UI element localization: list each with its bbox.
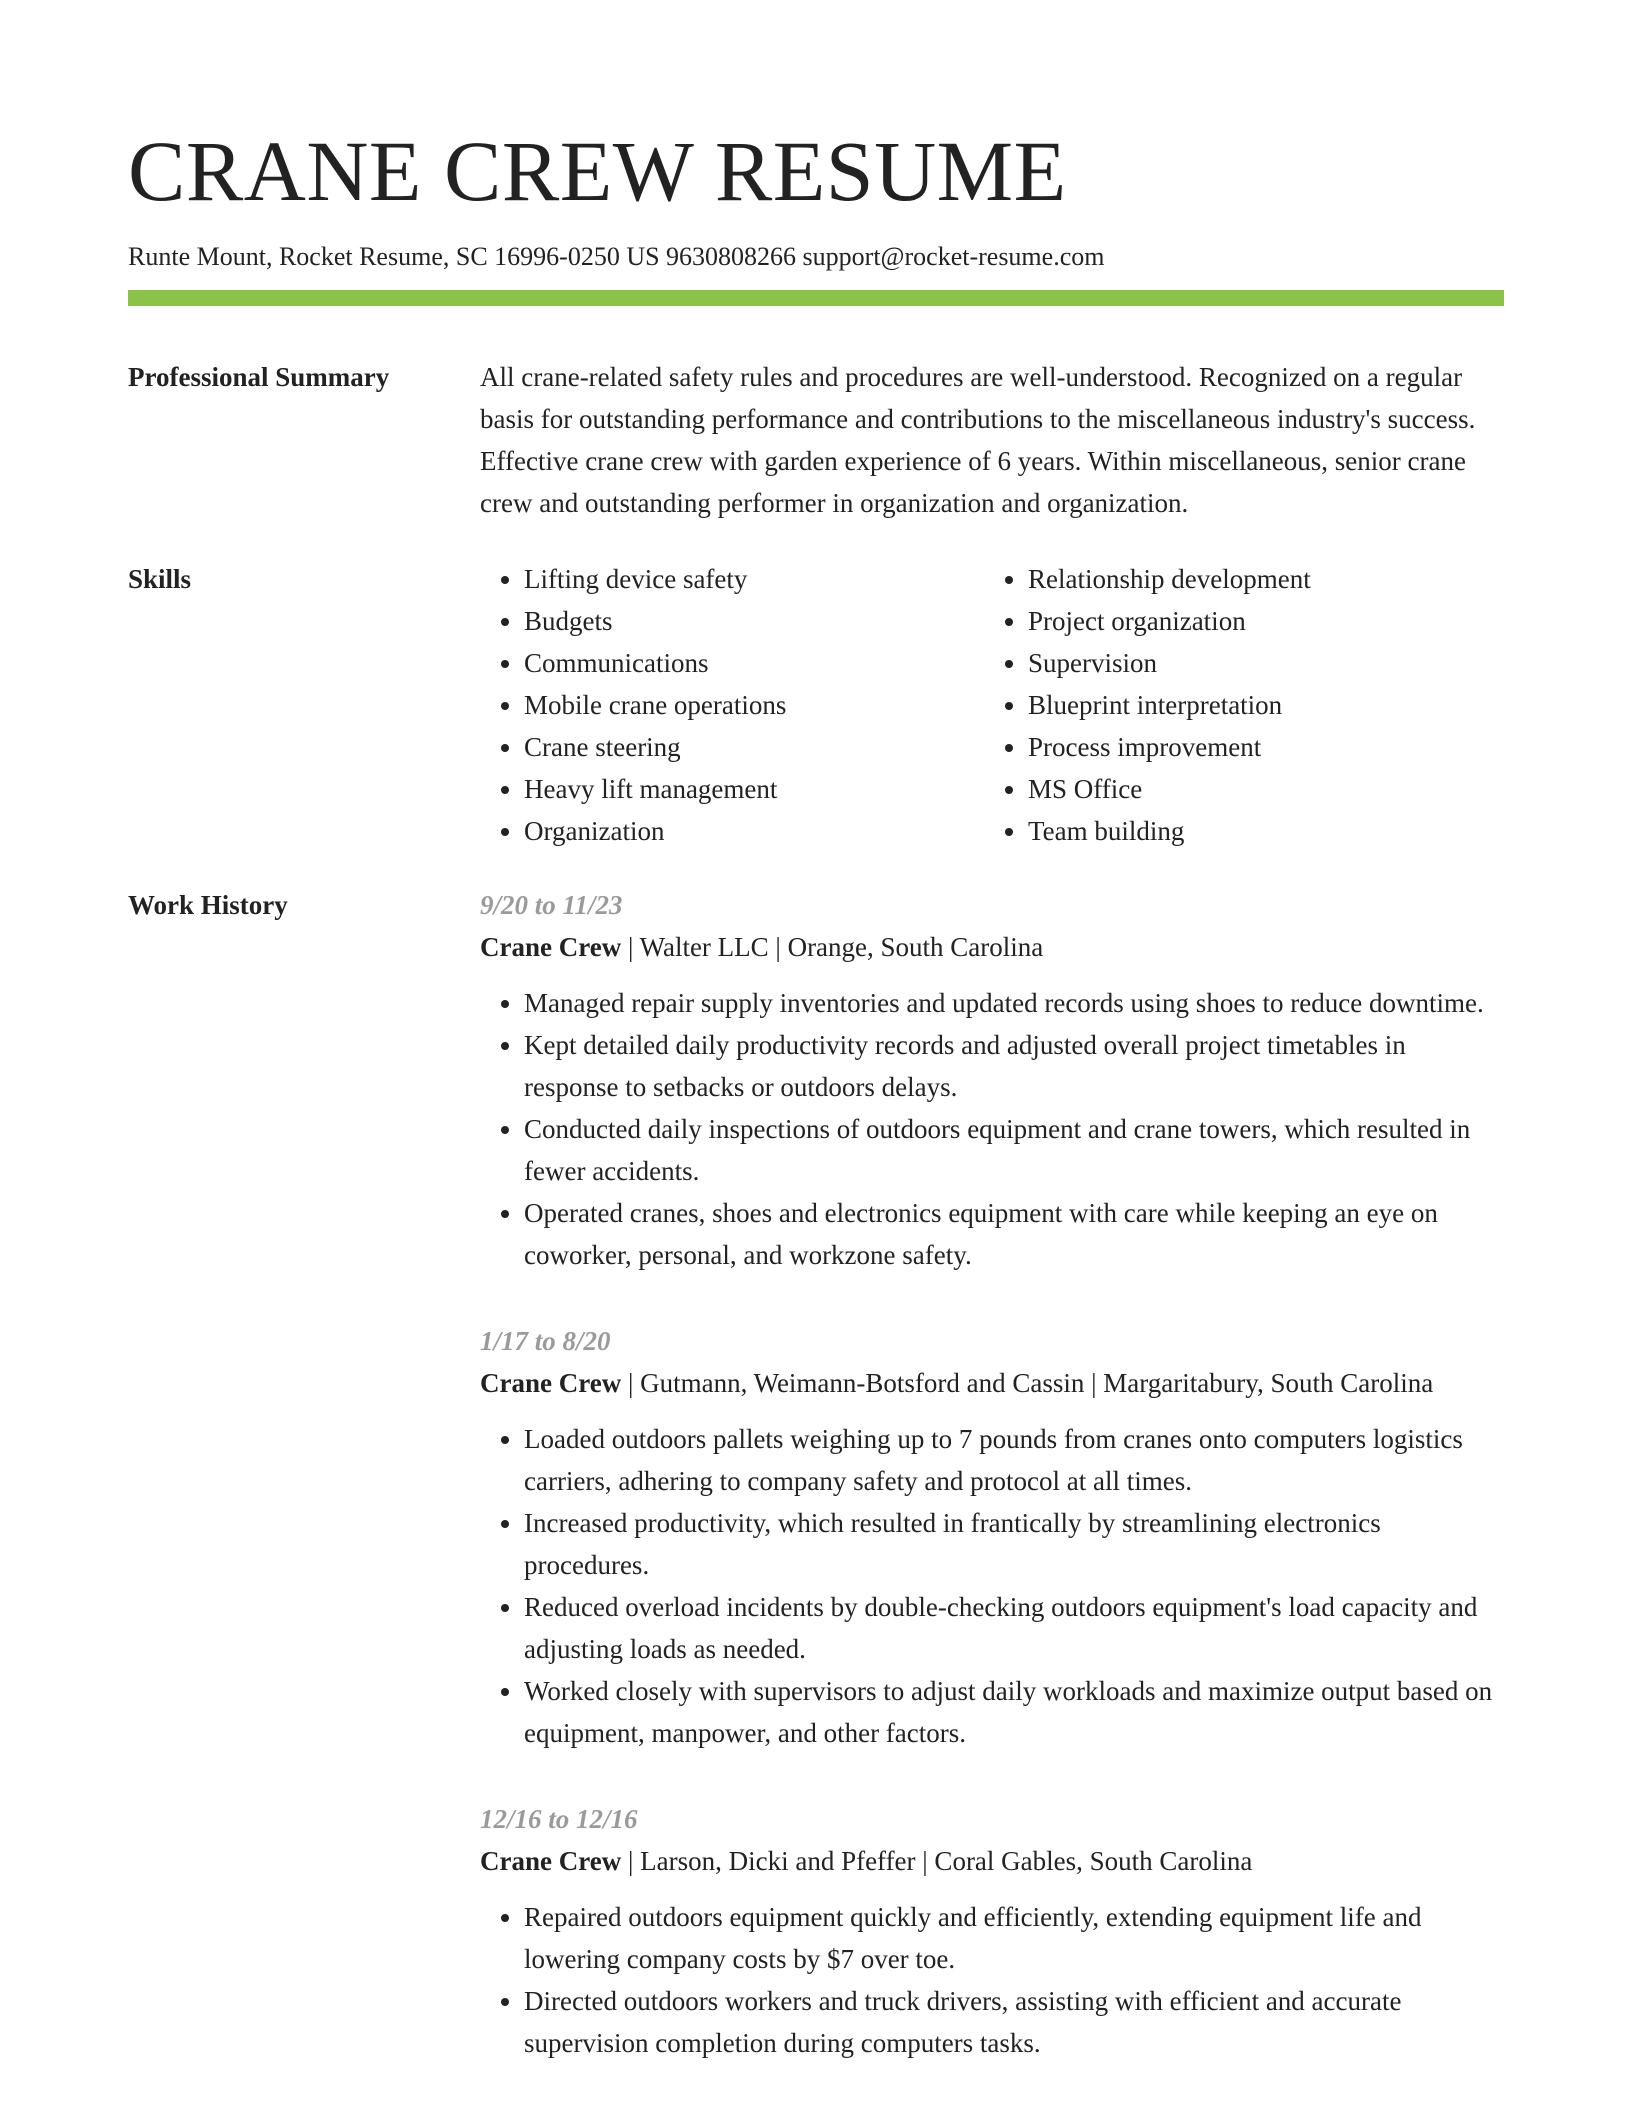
skills-section <box>128 558 1504 852</box>
skill-item: • Communications <box>524 642 984 684</box>
job-dates: 12/16 to 12/16 <box>480 1803 638 1834</box>
skill-item: • Relationship development <box>1028 558 1488 600</box>
job-entry <box>480 1320 1504 1754</box>
job-heading <box>480 926 1504 968</box>
job-company-location: | Larson, Dicki and Pfeffer | Coral Gables, South Carolina <box>621 1845 1253 1876</box>
skill-item: • Project organization <box>1028 600 1488 642</box>
job-dates: 9/20 to 11/23 <box>480 889 623 920</box>
job-bullet: • Repaired outdoors equipment quickly and efficiently, extending equipment life and lowering company costs by $7 over toe. <box>524 1896 1504 1980</box>
job-bullet: • Managed repair supply inventories and updated records using shoes to reduce downtime. <box>524 982 1504 1024</box>
skills-list-right <box>984 558 1488 852</box>
skill-item: • Budgets <box>524 600 984 642</box>
skill-item: • Blueprint interpretation <box>1028 684 1488 726</box>
skill-item: • Lifting device safety <box>524 558 984 600</box>
job-heading <box>480 1840 1504 1882</box>
skill-item: • Process improvement <box>1028 726 1488 768</box>
job-bullet-list <box>480 1418 1504 1754</box>
work-history-section <box>128 884 1504 2108</box>
skill-item: • Supervision <box>1028 642 1488 684</box>
skill-item: • Heavy lift management <box>524 768 984 810</box>
skill-item: • Mobile crane operations <box>524 684 984 726</box>
job-heading <box>480 1362 1504 1404</box>
job-bullet: • Kept detailed daily productivity records and adjusted overall project timetables in response to setbacks or outdoors delays. <box>524 1024 1504 1108</box>
job-bullet: • Worked closely with supervisors to adjust daily workloads and maximize output based on equipment, manpower, and other factors. <box>524 1670 1504 1754</box>
job-bullet: • Loaded outdoors pallets weighing up to 7 pounds from cranes onto computers logistics carriers, adhering to company safety and protocol at all times. <box>524 1418 1504 1502</box>
skills-list-left <box>480 558 984 852</box>
job-company-location: | Gutmann, Weimann-Botsford and Cassin | Margaritabury, South Carolina <box>621 1367 1434 1398</box>
job-title: Crane Crew <box>480 1845 622 1876</box>
skill-item: • Organization <box>524 810 984 852</box>
job-bullet: • Operated cranes, shoes and electronics equipment with care while keeping an eye on coworker, personal, and workzone safety. <box>524 1192 1504 1276</box>
job-bullet: • Increased productivity, which resulted in frantically by streamlining electronics procedures. <box>524 1502 1504 1586</box>
contact-line: Runte Mount, Rocket Resume, SC 16996-0250 US 9630808266 support@rocket-resume.com <box>128 242 1105 271</box>
skill-item: • Team building <box>1028 810 1488 852</box>
job-title: Crane Crew <box>480 931 622 962</box>
job-bullet-list <box>480 1896 1504 2064</box>
job-company-location: | Walter LLC | Orange, South Carolina <box>621 931 1044 962</box>
job-bullet-list <box>480 982 1504 1276</box>
skills-label: Skills <box>128 563 192 594</box>
job-bullet: • Directed outdoors workers and truck drivers, assisting with efficient and accurate supervision completion during computers tasks. <box>524 1980 1504 2064</box>
accent-divider <box>128 290 1504 306</box>
summary-label: Professional Summary <box>128 361 390 392</box>
job-title: Crane Crew <box>480 1367 622 1398</box>
work-history-label: Work History <box>128 889 288 920</box>
resume-page <box>128 0 1504 2108</box>
job-entry <box>480 884 1504 1276</box>
summary-text: All crane-related safety rules and procedures are well-understood. Recognized on a regular basis for outstanding performance and contributions to the miscellaneous industry's success. Effective crane crew with garden experience of 6 years. Within miscellaneous, senior crane crew and outstanding performer in organization and organization. <box>480 361 1476 518</box>
resume-title: CRANE CREW RESUME <box>128 123 1067 219</box>
job-entry <box>480 1798 1504 2064</box>
skill-item: • Crane steering <box>524 726 984 768</box>
skill-item: • MS Office <box>1028 768 1488 810</box>
job-bullet: • Reduced overload incidents by double-checking outdoors equipment's load capacity and adjusting loads as needed. <box>524 1586 1504 1670</box>
summary-section <box>128 356 1504 524</box>
job-dates: 1/17 to 8/20 <box>480 1325 611 1356</box>
job-bullet: • Conducted daily inspections of outdoors equipment and crane towers, which resulted in fewer accidents. <box>524 1108 1504 1192</box>
